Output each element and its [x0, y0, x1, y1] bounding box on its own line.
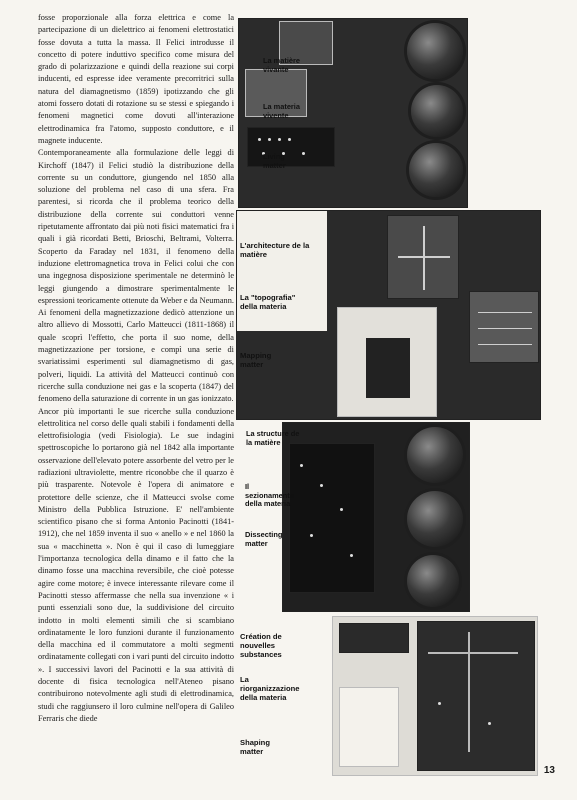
caption-il-sezionamento-della-materia: Il sezionamento della materia	[245, 482, 295, 509]
caption-living-matter: Living matter	[263, 152, 286, 170]
exhibit-disc	[407, 427, 463, 483]
exhibit-disc	[407, 23, 463, 79]
exhibit-photo-collage	[236, 12, 541, 784]
display-case	[237, 211, 327, 331]
spectrum-panel	[289, 443, 375, 593]
lattice-model	[387, 215, 459, 299]
exhibit-photo-dissecting	[282, 422, 470, 612]
caption-l-architecture-de-la-matiere: L'architecture de la matière	[240, 241, 310, 259]
body-text-column	[38, 12, 234, 725]
display-case	[339, 687, 399, 767]
body-paragraph: Ancor più importanti le sue ricerche sulla conduzione elettrolitica nel corso delle quali stabilì i fondamenti della elettrofisiologia (vedi Fisiologia). Le sue indagini spettroscopiche lo portarono già nel 1842 alla importante osservazione dell'elevato potere assorbente del vetro per le radiazioni ultraviolette, mentre riconobbe che il quarzo è più trasparente. Notevole è l'opera di animatore e protettore delle scienze, che il Matteucci svolse come Ministro della Pubblica Istruzione. E' nell'ambiente scientifico pisano che si forma Antonio Pacinotti (1841-1912), che nel 1859 inventa il suo « anello » e nel 1860 la sua « macchinetta ». Non è qui il caso di lumeggiare l'importanza tecnologica della dinamo e il fatto che la dinamo fosse una macchina reversibile, che cioè potesse agire come motore; è invece interessante rilevare come il Pacinotti stesso affermasse che nella sua invenzione « i punti essenziali sono due, la suddivisione del circuito indotto in molti elementi simili che si scambiano ordinatamente le loro funzioni durante il funzionamento della macchina ed il commutatore a molti segmenti ordinatamente collegati con i vari punti del circuito indotto ». I successivi lavori del Pacinotti e la sua attività di docente di fisica tecnologica nell'Ateneo pisano contribuirono notevolmente agli studi di elettrodinamica, studi che raggiunsero il loro culmine nell'opera di Galileo Ferraris che diede	[38, 406, 234, 723]
exhibit-disc	[409, 143, 463, 197]
exhibit-panel	[339, 623, 409, 653]
body-paragraph: Contemporaneamente alla formulazione delle leggi di Kirchoff (1847) il Felici studiò la distribuzione della corrente su un conduttore, giungendo nel 1850 alla soluzione del problema nel caso di una sfera. Fra parentesi, si ricorda che il problema teorico della distribuzione della corrente sui conduttori venne ripetutamente affrontato dai più noti fisici matematici fra i quali i già ricordati Betti, Brioschi, Beltrami, Volterra. Scoperto da Faraday nel 1831, il fenomeno della induzione elettromagnetica trova in Felici colui che con una ingegnosa disposizione sperimentale ne determinò le leggi giungendo a dimostrare sperimentalmente le espressioni teoricamente ottenute da Weber e da Neumann.	[38, 148, 234, 305]
microscope-model	[366, 338, 410, 398]
exhibit-panel	[417, 621, 535, 771]
caption-la-structure-de-la-matiere: La structure de la matière	[246, 429, 300, 447]
caption-shaping-matter: Shaping matter	[240, 738, 270, 756]
page-number: 13	[543, 765, 555, 776]
caption-dissecting-matter: Dissecting matter	[245, 530, 283, 548]
wire-model	[469, 291, 539, 363]
body-paragraph: Ai fenomeni della magnetizzazione dedicò attenzione un altro allievo di Mossotti, Carlo Matteucci (1811-1868) il quale scoprì l'effetto, che porta il suo nome, della magnetizzazione per torsione, e compì una serie di svariatissimi esperimenti sul diamagnetismo di gas, polveri, liquidi. La attività del Matteucci continuò con ricerche sulla conduzione nei gas e la scoperta (1847) del fenomeno della saturazione di corrente in un gas ionizzato.	[38, 308, 234, 404]
exhibit-photo-shaping	[332, 616, 538, 776]
exhibit-disc	[411, 85, 463, 137]
caption-la-riorganizzazione-della-materia: La riorganizzazione della materia	[240, 675, 300, 702]
caption-creation-de-nouvelles-substances: Création de nouvelles substances	[240, 632, 282, 659]
display-case	[337, 307, 437, 417]
body-paragraph: fosse proporzionale alla forza elettrica e come la partecipazione di un dielettrico ai fenomeni elettrostatici fosse dovuta a tutta la massa. Il Felici introdusse il concetto di potere induttivo specifico come misura del grado di polarizzazione e quindi della reazione sui corpi inducenti, ed espresse idee veramente precorritrici sulla natura del diamagnetismo (1859) ipotizzando che gli atomi fossero dotati di rotazione su se stessi e spiegando i fenomeni magnetici come dovuti all'interazione elettrodinamica fra l'atomo, supposto conduttore, e il magnete inducente.	[38, 13, 234, 145]
caption-mapping-matter: Mapping matter	[240, 351, 272, 369]
caption-la-matiere-vivante: La matière vivante	[263, 56, 300, 74]
caption-la-materia-vivente: La materia vivente	[263, 102, 300, 120]
exhibit-disc	[407, 491, 463, 547]
caption-la-topografia-della-materia: La "topografia" della materia	[240, 293, 296, 311]
exhibit-disc	[407, 555, 459, 607]
